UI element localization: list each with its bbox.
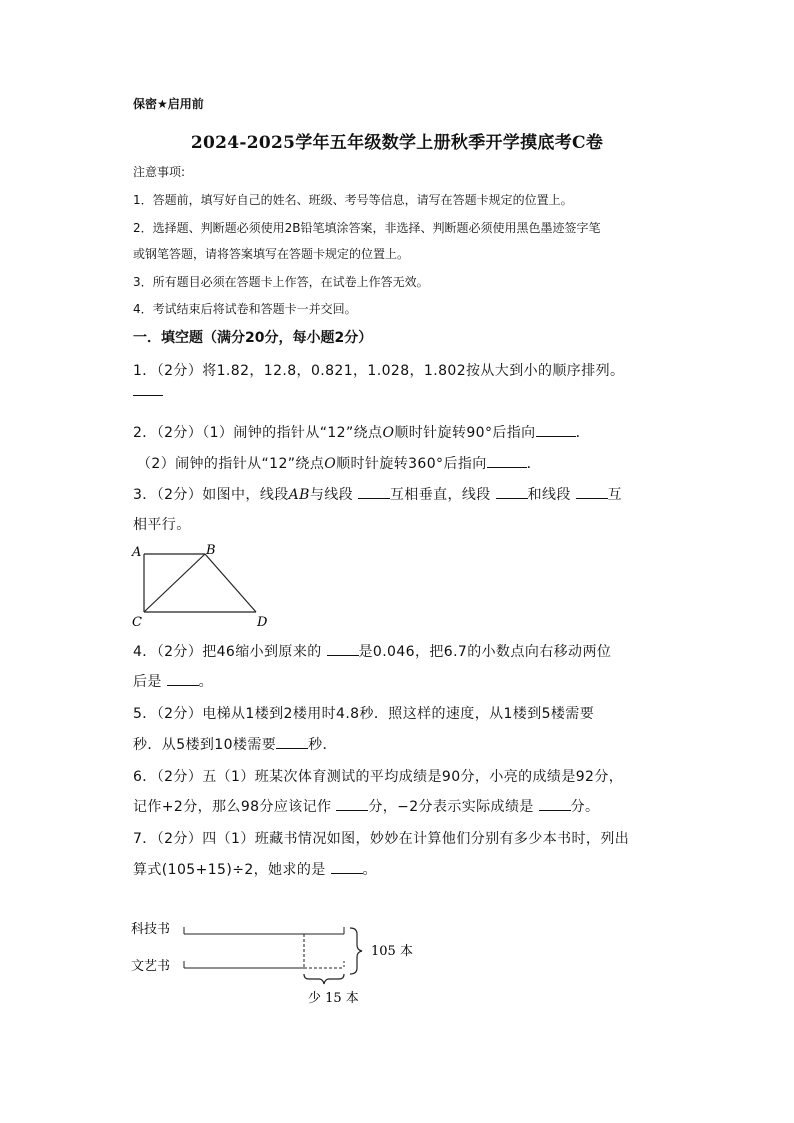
trapezoid-figure: [128, 540, 273, 630]
total-brace: [350, 928, 362, 974]
book-bar-diagram: [128, 912, 428, 1012]
question-7-line-2: 算式(105+15)÷2，她求的是 。: [133, 862, 377, 878]
note-1: 1．答题前，填写好自己的姓名、班级、考号等信息，请写在答题卡规定的位置上。: [133, 193, 573, 207]
question-2-part-1: 2．（2分）（1）闹钟的指针从“12”绕点O顺时针旋转90°后指向 ．: [133, 425, 590, 441]
question-6-line-2: 记作+2分，那么98分应该记作 分，−2分表示实际成绩是 分。: [133, 799, 600, 815]
question-6-line-1: 6．（2分）五（1）班某次体育测试的平均成绩是90分，小亮的成绩是92分，: [133, 769, 624, 785]
question-5-line-2: 秒．从5楼到10楼需要 秒．: [133, 737, 337, 753]
answer-blank: [336, 798, 368, 811]
note-4: 4．考试结束后将试卷和答题卡一并交回。: [133, 302, 357, 316]
section-title: 一．填空题（满分20分，每小题2分）: [133, 330, 373, 346]
question-2-part-2: （2）闹钟的指针从“12”绕点O顺时针旋转360°后指向 ．: [137, 456, 542, 472]
literature-books-label: 文艺书: [131, 959, 171, 974]
answer-blank: [487, 455, 527, 468]
answer-blank: [358, 486, 390, 499]
point-c-label: C: [132, 615, 142, 630]
page-title: 2024-2025学年五年级数学上册秋季开学摸底考C卷: [190, 133, 604, 153]
science-books-label: 科技书: [131, 922, 171, 937]
total-label: 105 本: [371, 944, 413, 959]
difference-label: 少 15 本: [308, 991, 359, 1006]
question-3-line-2: 相平行。: [133, 517, 191, 533]
point-b-label: B: [206, 543, 216, 558]
segment-bd: [205, 554, 256, 612]
answer-blank: [133, 395, 163, 396]
question-1: 1．（2分）将1.82，12.8，0.821，1.028，1.802按从大到小的顺序排列。: [133, 363, 625, 379]
answer-blank: [576, 486, 608, 499]
question-7-line-1: 7．（2分）四（1）班藏书情况如图，妙妙在计算他们分别有多少本书时，列出: [133, 831, 630, 847]
answer-blank: [276, 736, 308, 749]
note-3: 3．所有题目必须在答题卡上作答，在试卷上作答无效。: [133, 275, 429, 289]
answer-blank: [539, 798, 571, 811]
question-4-line-2: 后是 。: [133, 674, 214, 690]
answer-blank: [331, 861, 363, 874]
question-5-line-1: 5．（2分）电梯从1楼到2楼用时4.8秒．照这样的速度，从1楼到5楼需要: [133, 706, 595, 722]
question-4-line-1: 4．（2分）把46缩小到原来的 是0.046，把6.7的小数点向右移动两位: [133, 644, 612, 660]
question-3-line-1: 3．（2分）如图中，线段AB与线段 互相垂直，线段 和线段 互: [133, 487, 623, 503]
answer-blank: [536, 424, 576, 437]
confidential-label: 保密★启用前: [133, 97, 204, 111]
segment-bc: [144, 554, 205, 612]
difference-brace: [304, 974, 344, 984]
notes-heading: 注意事项:: [133, 165, 186, 179]
answer-blank: [496, 486, 528, 499]
point-a-label: A: [132, 545, 142, 560]
note-2b: 或钢笔答题，请将答案填写在答题卡规定的位置上。: [133, 247, 410, 261]
answer-blank: [327, 643, 359, 656]
answer-blank: [167, 673, 199, 686]
note-2a: 2．选择题、判断题必须使用2B铅笔填涂答案，非选择、判断题必须使用黑色墨迹签字笔: [133, 221, 601, 235]
point-d-label: D: [257, 615, 268, 630]
